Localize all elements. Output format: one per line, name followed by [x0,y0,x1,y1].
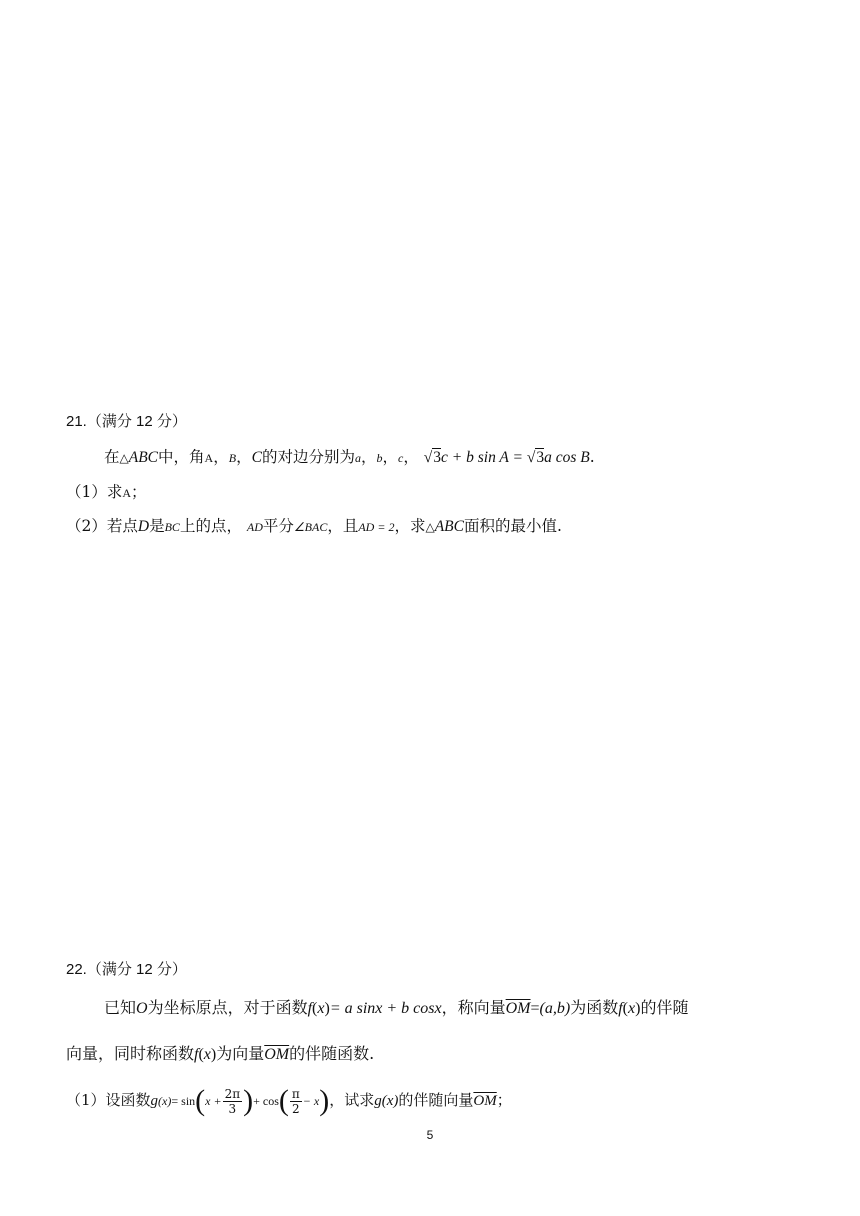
vector-ab: (a,b) [539,1000,571,1017]
text: 已知 [104,998,137,1017]
q21-stem-t1: 在 [104,448,120,466]
variable-x: x [628,1000,636,1017]
comma: ， [360,448,377,466]
ad-equals-2: AD = 2 [358,520,395,534]
q22-line1 [104,997,688,1020]
q21-stem [104,446,595,469]
q22-line3 [66,1082,512,1119]
angle-c: C [251,449,262,466]
function-f: f [307,1000,313,1017]
period: . [589,448,595,466]
semicolon: ； [131,483,147,501]
origin-o: O [136,1000,148,1017]
variable-x: x [203,1046,211,1063]
text: 为向量 [216,1044,265,1063]
text: ，试求 [329,1091,375,1109]
fraction [223,1087,243,1116]
part2-text: 面积的最小值. [463,517,562,535]
text: 的伴随函数. [289,1044,375,1063]
q21-header: 21.（满分 12 分） [66,413,187,430]
paren: ) [210,1046,217,1063]
segment-bc: BC [164,520,180,534]
fraction [290,1087,302,1116]
abc-label: ABC [434,518,464,535]
text: ，称向量 [441,998,506,1017]
paren: ( [312,1000,318,1017]
vector-om: $\overline{OM}$ [264,1046,290,1063]
denominator: 3 [228,1101,237,1116]
triangle-symbol: △ [425,520,435,534]
minus-x: − x [302,1094,320,1108]
part2-text: ，且 [327,517,359,535]
part2-text: 上的点， [179,517,242,535]
denominator: 2 [292,1101,300,1116]
text: 为坐标原点，对于函数 [147,998,308,1017]
numerator: π [291,1086,300,1101]
text: （1）设函数 [66,1091,151,1109]
variable-x: (x) [381,1093,399,1109]
angle-b: B [228,451,237,465]
variable-x: (x) [158,1094,172,1108]
point-d: D [137,518,150,535]
q21-stem-t3: 的对边分别为 [261,448,355,466]
triangle-symbol: △ [119,451,129,465]
abc-label: ABC [128,449,159,466]
vector-om: $\overline{OM}$ [473,1093,497,1109]
angle-bac: ∠BAC [293,520,328,534]
q21-part2 [66,515,562,538]
q22-line2 [66,1043,374,1066]
side-c: c [397,451,404,465]
function-g: g [374,1093,382,1109]
equation: √3c + b sin A = √3a cos B [423,449,590,466]
comma: ， [382,448,398,466]
text: 为函数 [570,998,619,1017]
paren: ) [319,1084,330,1117]
comma: ， [403,448,419,466]
part2-text: 平分 [262,517,294,535]
equation-part1: c + b sin A = [441,449,523,466]
function-f: f [618,1000,623,1017]
function-definition: = a sinx + b cosx [329,1000,442,1017]
text: 向量，同时称函数 [66,1044,195,1063]
angle-a: A [122,486,132,500]
equals: = [530,1000,540,1017]
equation-part2: a cos B [544,449,590,466]
part2-text: （2）若点 [66,517,138,535]
sin-label: = sin [171,1094,196,1108]
text: 的伴随向量 [398,1091,474,1109]
cos-label: + cos [253,1094,279,1108]
x-plus: x + [205,1094,222,1108]
comma: ， [236,448,252,466]
variable-x: x [317,1000,325,1017]
sqrt-3: 3 [433,449,442,466]
sqrt-3: 3 [536,449,545,466]
side-a: a [354,451,361,465]
paren: ) [635,1000,641,1017]
paren: ( [622,1000,628,1017]
segment-ad: AD [246,520,263,534]
part1-label: （1）求 [66,483,123,501]
semicolon: ； [496,1091,512,1109]
part2-text: ，求 [394,517,426,535]
comma: ， [213,448,229,466]
q21-stem-t2: 中，角 [158,448,205,466]
angle-a: A [204,451,214,465]
text: 的伴随 [640,998,689,1017]
vector-om: $\overline{OM}$ [505,1000,531,1017]
function-g: g [150,1093,159,1109]
paren: ) [324,1000,330,1017]
page-number: 5 [426,1128,434,1142]
paren: ( [195,1084,206,1117]
part2-text: 是 [149,517,165,535]
q22-header: 22.（满分 12 分） [66,961,187,978]
paren: ( [278,1084,289,1117]
function-f: f [194,1046,199,1063]
side-b: b [376,451,383,465]
numerator: 2π [224,1086,241,1101]
paren: ) [243,1084,254,1117]
q21-part1 [66,481,147,504]
paren: ( [198,1046,204,1063]
